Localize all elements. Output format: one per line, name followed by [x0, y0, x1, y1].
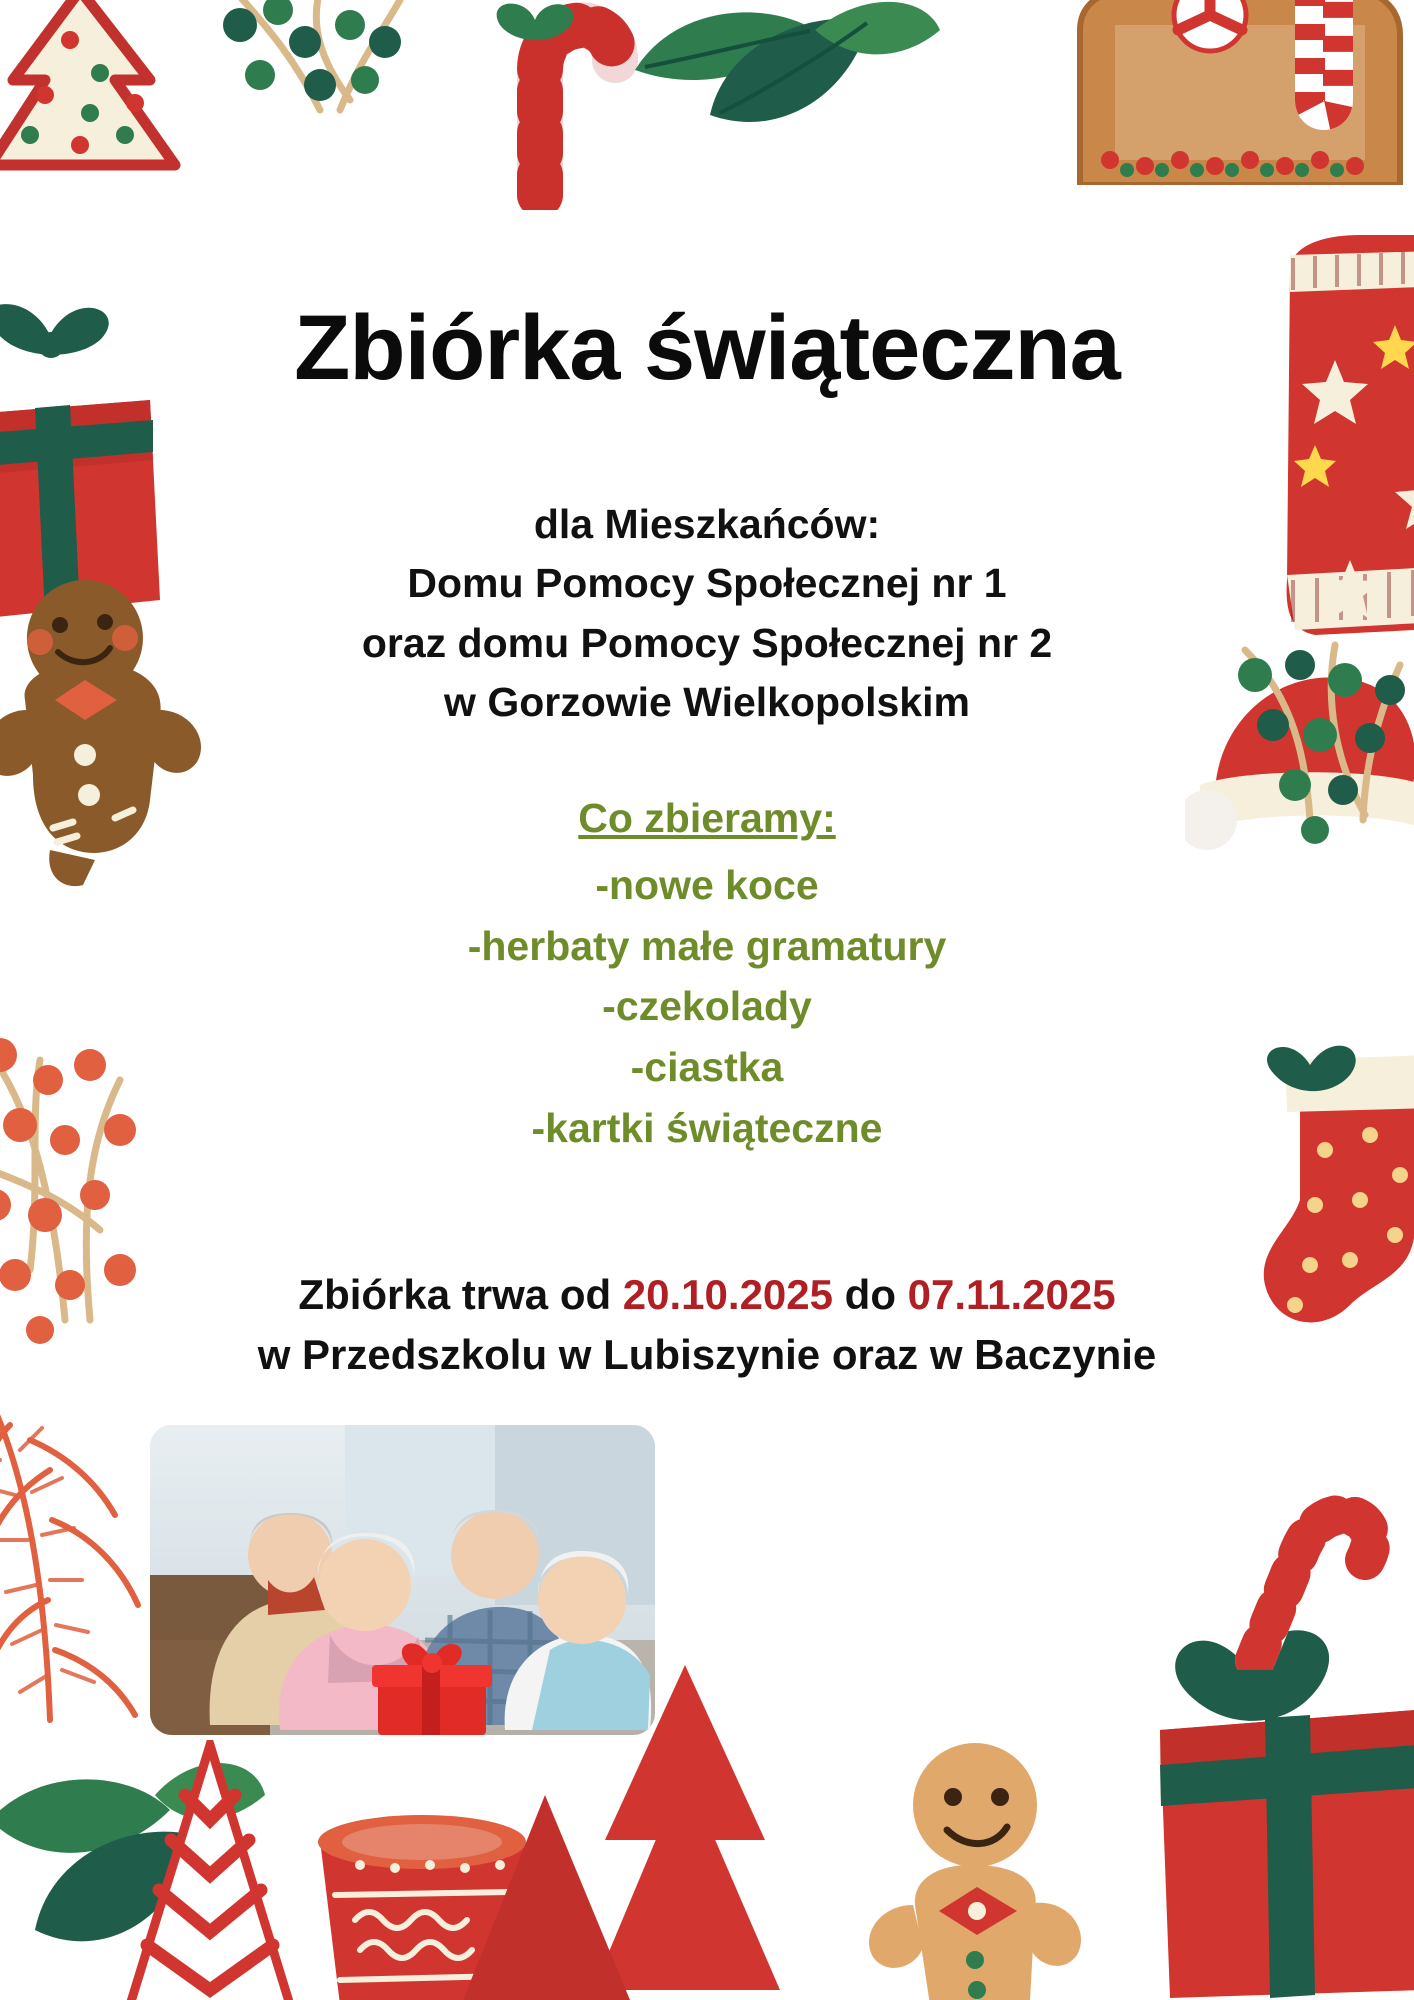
date-to: 07.11.2025 [907, 1271, 1116, 1318]
collect-item-3: -ciastka [630, 1044, 784, 1091]
collect-item-4: -kartki świąteczne [531, 1104, 883, 1151]
collect-item-1: -herbaty małe gramatury [467, 922, 947, 969]
dates-line-1 [0, 1265, 1414, 1325]
collect-header: Co zbieramy: [578, 795, 836, 841]
dates-middle: do [833, 1271, 908, 1318]
subtitle-block [0, 495, 1414, 733]
collect-item-0: -nowe koce [595, 862, 819, 908]
page-title: Zbiórka świąteczna [294, 297, 1120, 399]
subtitle-line-3: oraz domu Pomocy Społecznej nr 2 [361, 619, 1053, 666]
date-from: 20.10.2025 [622, 1271, 834, 1318]
seniors-photo [150, 1425, 655, 1735]
subtitle-line-4: w Gorzowie Wielkopolskim [444, 679, 970, 726]
subtitle-line-2: Domu Pomocy Społecznej nr 1 [407, 560, 1007, 607]
collect-item-2: -czekolady [602, 983, 812, 1030]
dates-prefix: Zbiórka trwa od [298, 1271, 623, 1318]
subtitle-line-1: dla Mieszkańców: [533, 501, 881, 547]
dates-line-2: w Przedszkolu w Lubiszynie oraz w Baczynie [257, 1330, 1157, 1378]
dates-block [0, 1265, 1414, 1384]
collect-list [0, 855, 1414, 1158]
